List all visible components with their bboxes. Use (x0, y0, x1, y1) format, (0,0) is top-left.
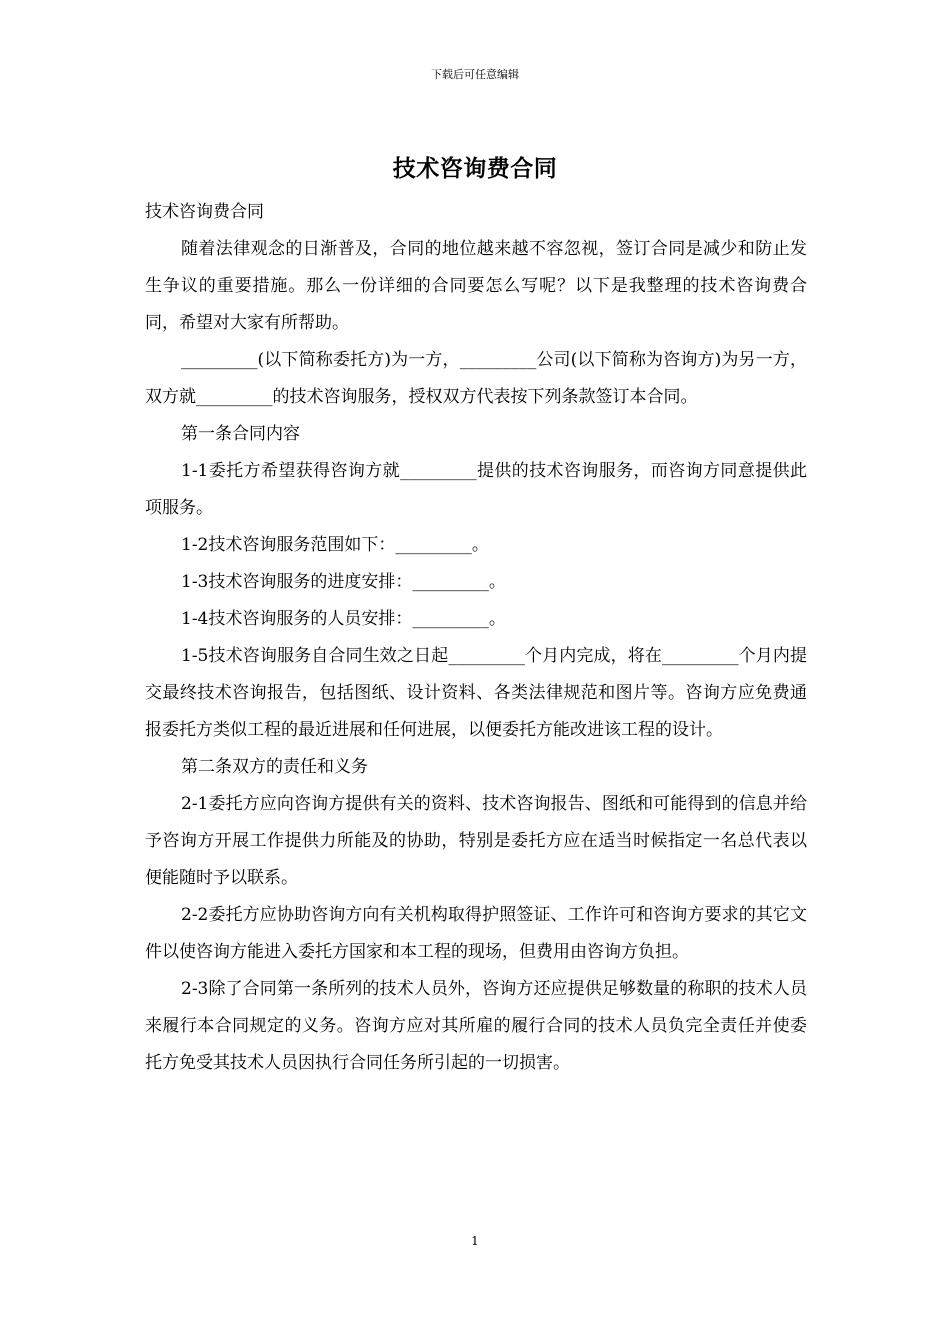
clause-1-1: 1-1委托方希望获得咨询方就_________提供的技术咨询服务，而咨询方同意提供此项服务。 (145, 461, 807, 518)
clause-2-3: 2-3除了合同第一条所列的技术人员外，咨询方还应提供足够数量的称职的技术人员来履行本合同规定的义务。咨询方应对其所雇的履行合同的技术人员负完全责任并使委托方免受其技术人员因执行合同任务所引起的一切损害。 (145, 979, 807, 1073)
document-title: 技术咨询费合同 (392, 155, 558, 182)
parties-paragraph: _________(以下简称委托方)为一方，_________公司(以下简称为咨询方)为另一方，双方就_________的技术咨询服务，授权双方代表按下列条款签订本合同。 (145, 350, 807, 407)
clause-1-3: 1-3技术咨询服务的进度安排：_________。 (181, 572, 506, 592)
intro-paragraph: 随着法律观念的日渐普及，合同的地位越来越不容忽视，签订合同是减少和防止发生争议的重要措施。那么一份详细的合同要怎么写呢？以下是我整理的技术咨询费合同，希望对大家有所帮助。 (145, 239, 807, 333)
section-heading-1: 第一条合同内容 (181, 424, 300, 444)
clause-2-1: 2-1委托方应向咨询方提供有关的资料、技术咨询报告、图纸和可能得到的信息并给予咨询方开展工作提供力所能及的协助，特别是委托方应在适当时候指定一名总代表以便能随时予以联系。 (145, 794, 807, 888)
subtitle-line: 技术咨询费合同 (145, 202, 264, 222)
clause-1-2: 1-2技术咨询服务范围如下：_________。 (181, 535, 489, 555)
document-body (145, 194, 807, 1082)
page-number: 1 (471, 1234, 479, 1248)
clause-1-5: 1-5技术咨询服务自合同生效之日起_________个月内完成，将在_________个月内提交最终技术咨询报告，包括图纸、设计资料、各类法律规范和图片等。咨询方应免费通报委托方类似工程的最近进展和任何进展，以便委托方能改进该工程的设计。 (145, 646, 807, 740)
page-header: 下载后可任意编辑 (431, 68, 519, 81)
clause-1-4: 1-4技术咨询服务的人员安排：_________。 (181, 609, 506, 629)
section-heading-2: 第二条双方的责任和义务 (181, 757, 368, 777)
clause-2-2: 2-2委托方应协助咨询方向有关机构取得护照签证、工作许可和咨询方要求的其它文件以使咨询方能进入委托方国家和本工程的现场，但费用由咨询方负担。 (145, 905, 807, 962)
